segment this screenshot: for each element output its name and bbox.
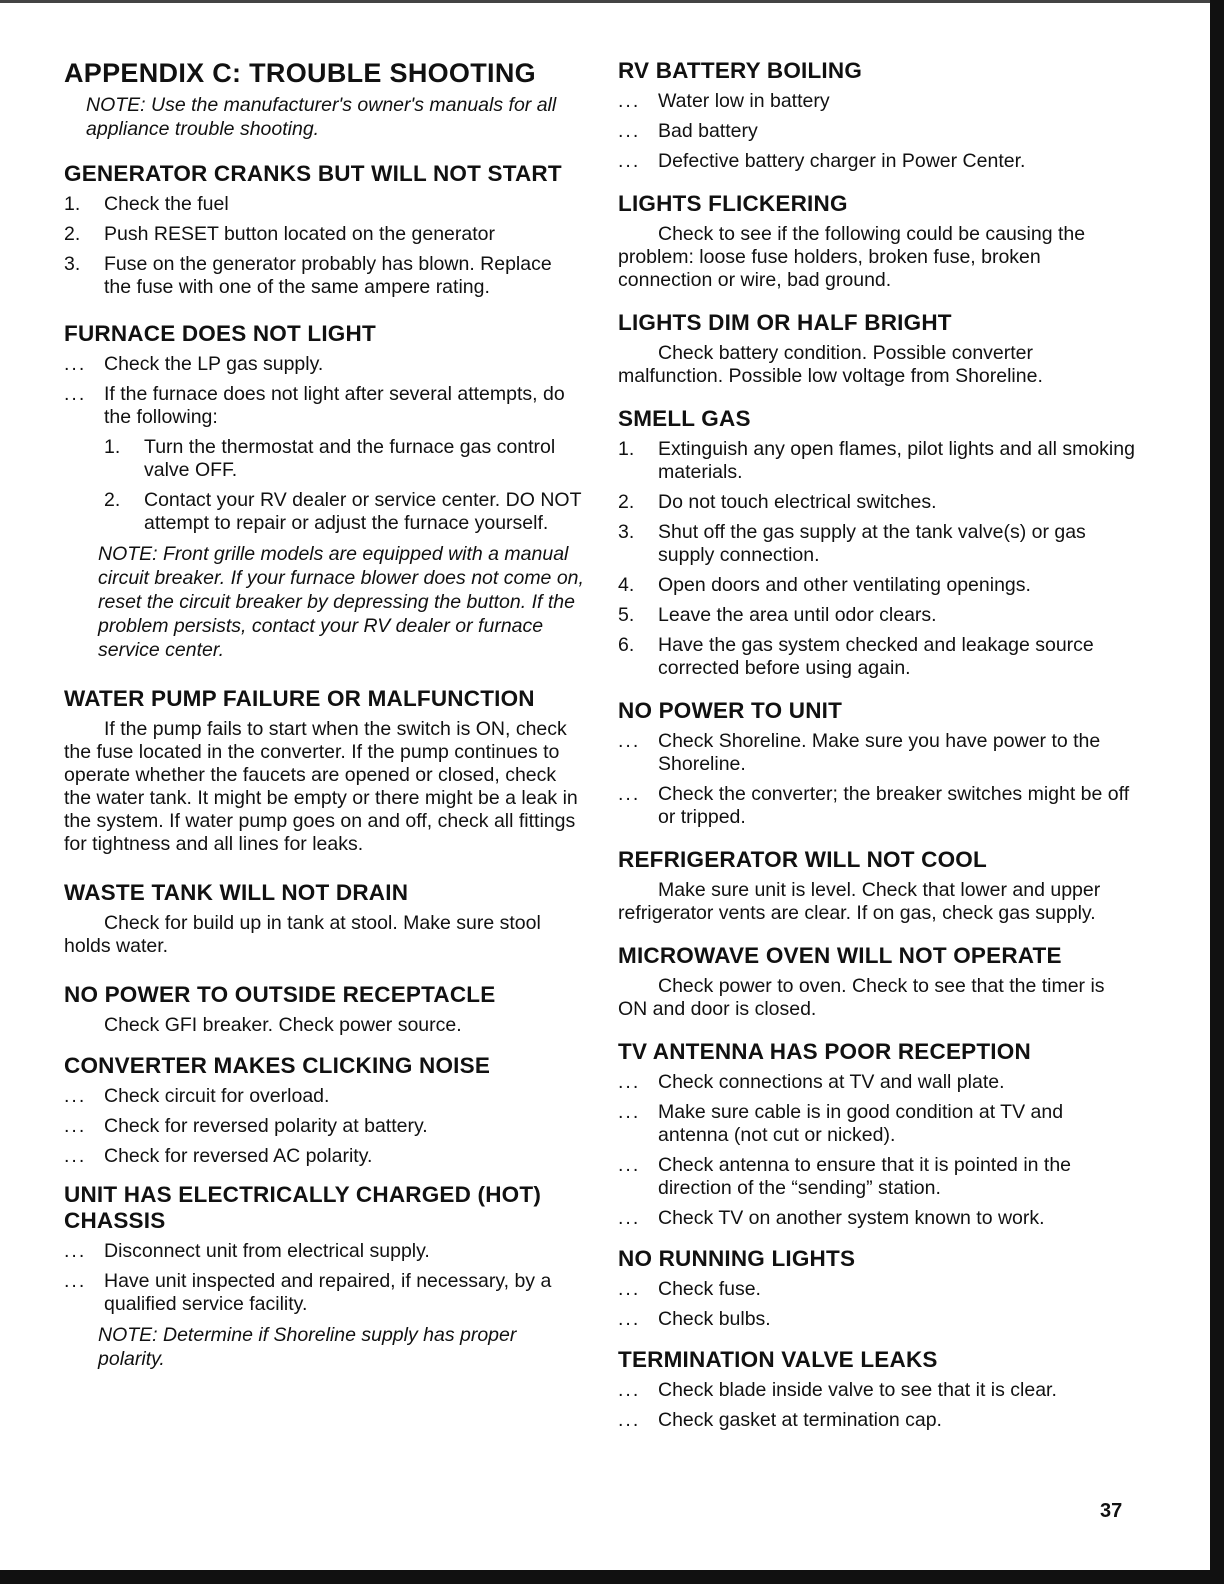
list-marker: 1. — [104, 436, 121, 458]
list-item — [64, 353, 584, 376]
list-item-text: Check for reversed polarity at battery. — [104, 1115, 428, 1137]
list-marker: ... — [618, 783, 641, 805]
section-heading: UNIT HAS ELECTRICALLY CHARGED (HOT) CHASSIS — [64, 1182, 542, 1233]
scan-edge-top — [0, 0, 1224, 3]
section-heading: LIGHTS FLICKERING — [618, 191, 848, 216]
list-item — [64, 1085, 584, 1108]
section-heading: SMELL GAS — [618, 406, 751, 431]
list-item-text: Extinguish any open flames, pilot lights and all smoking materials. — [658, 438, 1135, 483]
list-item-text: Leave the area until odor clears. — [658, 604, 937, 626]
list-item-text: Check the fuel — [104, 193, 229, 215]
page-title: APPENDIX C: TROUBLE SHOOTING — [64, 58, 536, 88]
list-item-text: Push RESET button located on the generator — [104, 223, 495, 245]
section-lights-dim-or-half-bright — [618, 310, 1138, 388]
list-item-text: Check blade inside valve to see that it is clear. — [658, 1379, 1057, 1401]
list-item-text: Water low in battery — [658, 90, 830, 112]
item-list — [618, 1278, 1138, 1331]
list-item — [618, 491, 1138, 514]
list-item — [64, 1240, 584, 1263]
list-item-text: If the furnace does not light after several attempts, do the following: — [104, 383, 565, 428]
list-item — [64, 253, 584, 299]
list-item — [618, 634, 1138, 680]
list-marker: ... — [64, 1270, 87, 1292]
section-heading: GENERATOR CRANKS BUT WILL NOT START — [64, 161, 562, 186]
item-list — [618, 730, 1138, 829]
section-note: NOTE: Determine if Shoreline supply has proper polarity. — [98, 1324, 517, 1370]
list-item-text: Disconnect unit from electrical supply. — [104, 1240, 430, 1262]
list-item — [64, 193, 584, 216]
section-text: Check battery condition. Possible converter malfunction. Possible low voltage from Shoreline. — [618, 342, 1043, 387]
section-rv-battery-boiling — [618, 58, 1138, 173]
list-marker: 4. — [618, 574, 635, 596]
list-item — [618, 1101, 1138, 1147]
section-lights-flickering — [618, 191, 1138, 292]
section-heading: TV ANTENNA HAS POOR RECEPTION — [618, 1039, 1031, 1064]
list-item-text: Check the LP gas supply. — [104, 353, 324, 375]
list-item-text: Shut off the gas supply at the tank valve(s) or gas supply connection. — [658, 521, 1086, 566]
section-heading: TERMINATION VALVE LEAKS — [618, 1347, 938, 1372]
list-item — [618, 1278, 1138, 1301]
list-marker: ... — [618, 1207, 641, 1229]
section-no-running-lights — [618, 1246, 1138, 1331]
list-item — [104, 436, 584, 482]
section-furnace-does-not-light — [64, 321, 584, 662]
section-text: Check to see if the following could be causing the problem: loose fuse holders, broken fuse, broken connection or wire, bad ground. — [618, 223, 1086, 291]
list-marker: ... — [64, 1145, 87, 1167]
section-heading: NO POWER TO OUTSIDE RECEPTACLE — [64, 982, 496, 1007]
list-marker: ... — [618, 1379, 641, 1401]
list-item — [64, 1115, 584, 1138]
section-heading: MICROWAVE OVEN WILL NOT OPERATE — [618, 943, 1062, 968]
list-item — [64, 383, 584, 429]
section-heading: CONVERTER MAKES CLICKING NOISE — [64, 1053, 491, 1078]
list-item-text: Check fuse. — [658, 1278, 761, 1300]
section-heading: LIGHTS DIM OR HALF BRIGHT — [618, 310, 952, 335]
list-marker: ... — [618, 1308, 641, 1330]
list-item-text: Check antenna to ensure that it is pointed in the direction of the “sending” station. — [658, 1154, 1072, 1199]
left-column — [64, 58, 584, 1371]
list-item — [618, 90, 1138, 113]
list-item — [104, 489, 584, 535]
intro-note: NOTE: Use the manufacturer's owner's manuals for all appliance trouble shooting. — [86, 94, 557, 140]
item-list — [64, 1085, 584, 1168]
list-item — [618, 1207, 1138, 1230]
list-item-text: Fuse on the generator probably has blown. Replace the fuse with one of the same ampere rating. — [104, 253, 552, 298]
item-list — [618, 1071, 1138, 1230]
list-marker: ... — [64, 1115, 87, 1137]
section-heading: FURNACE DOES NOT LIGHT — [64, 321, 376, 346]
list-item — [618, 120, 1138, 143]
list-marker: ... — [618, 90, 641, 112]
list-marker: 3. — [618, 521, 635, 543]
list-marker: 5. — [618, 604, 635, 626]
list-item-text: Make sure cable is in good condition at TV and antenna (not cut or nicked). — [658, 1101, 1064, 1146]
list-marker: ... — [618, 150, 641, 172]
list-item-text: Do not touch electrical switches. — [658, 491, 937, 513]
item-list — [64, 1240, 584, 1316]
list-item — [618, 1308, 1138, 1331]
list-marker: ... — [618, 1101, 641, 1123]
section-termination-valve-leaks — [618, 1347, 1138, 1432]
list-marker: ... — [64, 353, 87, 375]
list-marker: 2. — [64, 223, 81, 245]
list-marker: 6. — [618, 634, 635, 656]
section-heading: NO RUNNING LIGHTS — [618, 1246, 856, 1271]
list-marker: 3. — [64, 253, 81, 275]
list-item-text: Check circuit for overload. — [104, 1085, 330, 1107]
list-item — [618, 1154, 1138, 1200]
section-heading: WATER PUMP FAILURE OR MALFUNCTION — [64, 686, 535, 711]
item-list — [104, 436, 584, 535]
section-waste-tank-will-not-drain — [64, 880, 584, 958]
list-item-text: Check gasket at termination cap. — [658, 1409, 942, 1431]
section-heading: RV BATTERY BOILING — [618, 58, 863, 83]
right-column — [618, 58, 1138, 1439]
section-microwave-oven-will-not-operate — [618, 943, 1138, 1021]
list-item — [618, 438, 1138, 484]
list-item — [618, 604, 1138, 627]
list-item — [618, 1409, 1138, 1432]
list-marker: ... — [618, 1278, 641, 1300]
list-marker: ... — [64, 383, 87, 405]
list-item — [64, 223, 584, 246]
section-heading: REFRIGERATOR WILL NOT COOL — [618, 847, 987, 872]
list-item-text: Open doors and other ventilating openings. — [658, 574, 1031, 596]
list-item-text: Check bulbs. — [658, 1308, 771, 1330]
list-item — [618, 1071, 1138, 1094]
section-text: Check for build up in tank at stool. Make sure stool holds water. — [64, 912, 541, 957]
section-water-pump-failure-or-malfunction — [64, 686, 584, 856]
section-unit-has-electrically-charged-hot-chassis — [64, 1182, 584, 1371]
section-smell-gas — [618, 406, 1138, 680]
list-item — [618, 783, 1138, 829]
list-marker: ... — [64, 1240, 87, 1262]
item-list — [618, 1379, 1138, 1432]
list-item — [618, 574, 1138, 597]
list-marker: ... — [618, 120, 641, 142]
section-text: If the pump fails to start when the switch is ON, check the fuse located in the converter. If the pump continues to operate whether the faucets are opened or closed, check the water tank. It might be empty or there might be a leak in the system. If water pump goes on and off, check all fittings for tightness and all lines for leaks. — [64, 718, 578, 855]
section-no-power-to-outside-receptacle — [64, 982, 584, 1037]
list-marker: ... — [64, 1085, 87, 1107]
list-item — [64, 1145, 584, 1168]
list-marker: 1. — [618, 438, 635, 460]
list-item-text: Defective battery charger in Power Center. — [658, 150, 1026, 172]
list-marker: 2. — [104, 489, 121, 511]
list-item-text: Bad battery — [658, 120, 758, 142]
section-refrigerator-will-not-cool — [618, 847, 1138, 925]
page-number: 37 — [1100, 1500, 1123, 1522]
list-marker: ... — [618, 1409, 641, 1431]
list-item-text: Check the converter; the breaker switches might be off or tripped. — [658, 783, 1130, 828]
list-marker: ... — [618, 730, 641, 752]
list-item-text: Turn the thermostat and the furnace gas control valve OFF. — [144, 436, 556, 481]
section-heading: WASTE TANK WILL NOT DRAIN — [64, 880, 409, 905]
section-text: Make sure unit is level. Check that lower and upper refrigerator vents are clear. If on gas, check gas supply. — [618, 879, 1101, 924]
list-item-text: Have unit inspected and repaired, if necessary, by a qualified service facility. — [104, 1270, 552, 1315]
list-marker: 2. — [618, 491, 635, 513]
list-item-text: Check TV on another system known to work. — [658, 1207, 1045, 1229]
section-text: Check GFI breaker. Check power source. — [104, 1014, 462, 1036]
list-item-text: Have the gas system checked and leakage source corrected before using again. — [658, 634, 1094, 679]
section-heading: NO POWER TO UNIT — [618, 698, 843, 723]
list-item — [618, 1379, 1138, 1402]
left-sections — [64, 161, 584, 1371]
list-marker: 1. — [64, 193, 81, 215]
section-tv-antenna-has-poor-reception — [618, 1039, 1138, 1230]
list-marker: ... — [618, 1154, 641, 1176]
list-item — [64, 1270, 584, 1316]
item-list — [64, 353, 584, 429]
scan-edge-bottom — [0, 1570, 1224, 1584]
list-item-text: Contact your RV dealer or service center. DO NOT attempt to repair or adjust the furnace yourself. — [144, 489, 582, 534]
section-converter-makes-clicking-noise — [64, 1053, 584, 1168]
list-item-text: Check Shoreline. Make sure you have power to the Shoreline. — [658, 730, 1101, 775]
list-marker: ... — [618, 1071, 641, 1093]
list-item — [618, 730, 1138, 776]
item-list — [618, 438, 1138, 680]
section-generator-cranks-but-will-not-start — [64, 161, 584, 299]
section-text: Check power to oven. Check to see that the timer is ON and door is closed. — [618, 975, 1105, 1020]
list-item — [618, 150, 1138, 173]
item-list — [618, 90, 1138, 173]
section-note: NOTE: Front grille models are equipped with a manual circuit breaker. If your furnace blower does not come on, reset the circuit breaker by depressing the button. If the problem persists, contact your RV dealer or furnace service center. — [98, 543, 584, 661]
scan-edge-right — [1210, 0, 1224, 1584]
section-no-power-to-unit — [618, 698, 1138, 829]
list-item-text: Check for reversed AC polarity. — [104, 1145, 373, 1167]
list-item — [618, 521, 1138, 567]
list-item-text: Check connections at TV and wall plate. — [658, 1071, 1005, 1093]
right-sections — [618, 58, 1138, 1432]
item-list — [64, 193, 584, 299]
